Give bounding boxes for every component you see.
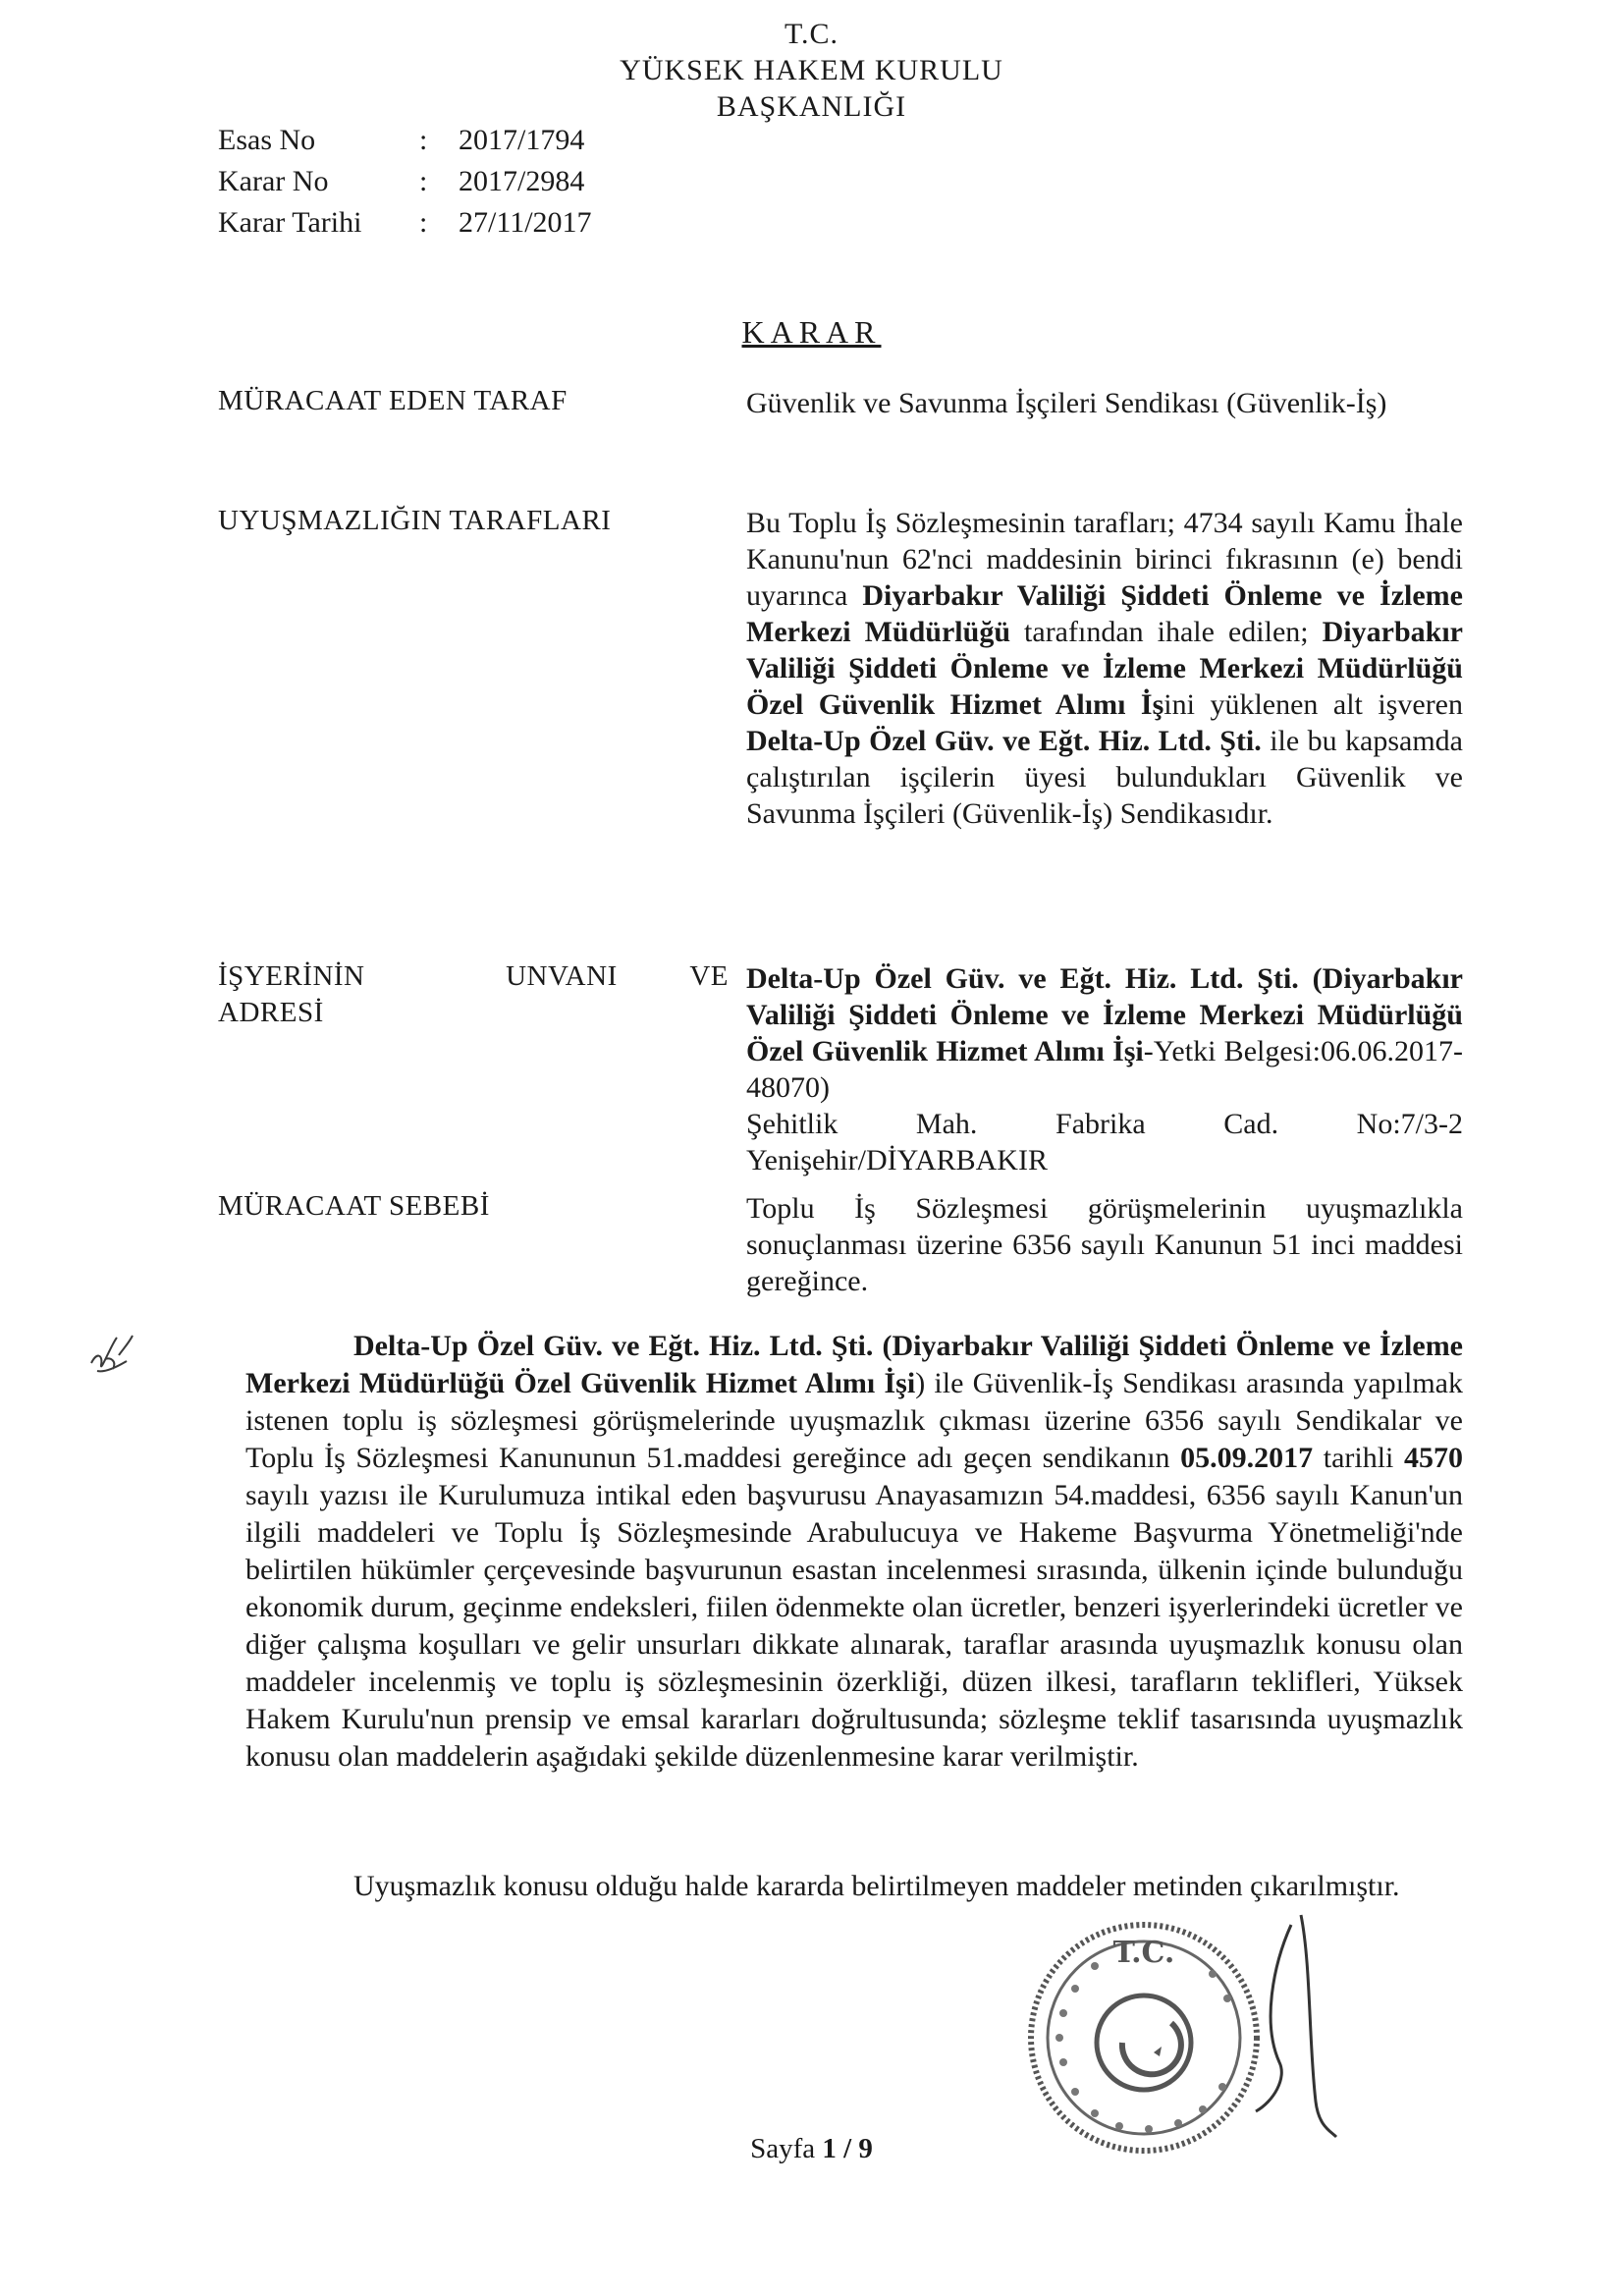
document-title: KARAR (741, 314, 882, 350)
section-label-parties: UYUŞMAZLIĞIN TARAFLARI (218, 505, 612, 536)
parties-text: Bu Toplu İş Sözleşmesinin tarafları; 4734 sayılı Kamu İhale Kanunu'nun 62'nci maddesinin birinci fıkrasının (e) bendi uyarınca (746, 507, 1463, 612)
section-value-parties (746, 505, 1463, 832)
section-label-workplace (218, 960, 729, 1029)
meta-label: Esas No (218, 124, 316, 156)
parties-bold-employer: Delta-Up Özel Güv. ve Eğt. Hiz. Ltd. Şti. (746, 725, 1262, 757)
official-seal-stamp (1016, 1905, 1340, 2160)
meta-karar-row (218, 161, 592, 202)
body-bold-date: 05.09.2017 (1180, 1442, 1314, 1474)
workplace-label-word: VE (689, 960, 729, 992)
body-bold-number: 4570 (1403, 1442, 1463, 1474)
header-institution: YÜKSEK HAKEM KURULU (620, 54, 1003, 86)
parties-bold-authority: Diyarbakır Valiliği Şiddeti Önleme ve İzleme Merkezi Müdürlüğü (746, 579, 1463, 648)
decision-closing-paragraph: Uyuşmazlık konusu olduğu halde kararda belirtilmeyen maddeler metinden çıkarılmıştır. (353, 1870, 1400, 1902)
page-number-value: 1 / 9 (822, 2133, 873, 2164)
body-bold-party: Delta-Up Özel Güv. ve Eğt. Hiz. Ltd. Şti. (Diyarbakır Valiliği Şiddeti Önleme ve İzleme Merkezi Müdürlüğü Özel Güvenlik Hizmet Alımı İşi (245, 1330, 1463, 1399)
workplace-label-word: UNVANI (506, 960, 618, 992)
parties-text: ile bu kapsamda çalıştırılan işçilerin üyesi bulundukları Güvenlik ve Savunma İşçileri (Güvenlik-İş) Sendikasıdır. (746, 725, 1463, 830)
section-label-reason: MÜRACAAT SEBEBİ (218, 1190, 490, 1222)
section-value-reason: Toplu İş Sözleşmesi görüşmelerinin uyuşmazlıkla sonuçlanması üzerine 6356 sayılı Kanunun 51 inci maddesi gereğince. (746, 1192, 1463, 1297)
workplace-address-line: Şehitlik Mah. Fabrika Cad. No:7/3-2 (746, 1108, 1463, 1140)
parties-bold-tender: Diyarbakır Valiliği Şiddeti Önleme ve İzleme Merkezi Müdürlüğü Özel Güvenlik Hizmet Alımı İş (746, 616, 1463, 721)
header-tc: T.C. (784, 18, 839, 50)
body-text: ) ile Güvenlik-İş Sendikası arasında yapılmak istenen toplu iş sözleşmesi görüşmelerinde uyuşmazlık çıkması üzerine 6356 sayılı Sendikalar ve Toplu İş Sözleşmesi Kanununun 51.maddesi gereğince adı geçen sendikanın (245, 1367, 1463, 1474)
body-text: tarihli (1313, 1442, 1404, 1474)
workplace-bold-name: Delta-Up Özel Güv. ve Eğt. Hiz. Ltd. Şti. (Diyarbakır Valiliği Şiddeti Önleme ve İzleme Merkezi Müdürlüğü Özel Güvenlik Hizmet Alımı İşi (746, 962, 1463, 1067)
body-text: sayılı yazısı ile Kurulumuza intikal eden başvurusu Anayasamızın 54.maddesi, 6356 sayılı Kanun'un ilgili maddeleri ve Toplu İş Sözleşmesinde Arabulucuya ve Hakeme Başvurma Yönetmeliği'nde belirtilen hükümler çerçevesinde başvurunun esastan incelenmesi sırasında, ülkenin içinde bulunduğu ekonomik durum, geçinme endeksleri, fiilen ödenmekte olan ücretler, benzeri işyerlerindeki ücretler ve diğer çalışma koşulları ve gelir unsurları dikkate alınarak, taraflar arasında uyuşmazlık konusu olan maddeler incelenmiş ve toplu iş sözleşmesinin özerkliği, düzen ilkesi, tarafların teklifleri, Yüksek Hakem Kurulu'nun prensip ve emsal kararları doğrultusunda; sözleşme teklif tasarısında uyuşmazlık konusu olan maddelerin aşağıdaki şekilde düzenlenmesine karar verilmiştir. (245, 1479, 1463, 1773)
section-label-applicant: MÜRACAAT EDEN TARAF (218, 385, 568, 416)
section-value-workplace (746, 960, 1463, 1178)
page-number-prefix: Sayfa (750, 2133, 823, 2164)
workplace-label-word: ADRESİ (218, 997, 324, 1028)
stamp-text: T.C. (1112, 1936, 1175, 1970)
case-meta (218, 120, 592, 244)
meta-colon: : (419, 124, 428, 156)
meta-value: 27/11/2017 (459, 206, 592, 239)
workplace-authorization: -Yetki Belgesi:06.06.2017-48070) (746, 1035, 1463, 1104)
meta-value: 2017/1794 (459, 124, 585, 156)
meta-esas-row (218, 120, 592, 161)
meta-colon: : (419, 206, 428, 239)
meta-tarih-row (218, 202, 592, 244)
meta-label: Karar No (218, 165, 329, 197)
margin-initial-signature (83, 1316, 142, 1385)
meta-value: 2017/2984 (459, 165, 585, 197)
workplace-label-line (218, 960, 729, 993)
meta-colon: : (419, 165, 428, 197)
header-presidency: BAŞKANLIĞI (716, 90, 907, 123)
workplace-label-word: İŞYERİNİN (218, 960, 365, 992)
meta-label: Karar Tarihi (218, 206, 362, 239)
parties-text: tarafından ihale edilen; (1010, 616, 1323, 648)
workplace-address-line: Yenişehir/DİYARBAKIR (746, 1144, 1048, 1176)
parties-text: ini yüklenen alt işveren (1163, 688, 1463, 721)
page-number (0, 2133, 1623, 2165)
decision-body-paragraph (245, 1328, 1463, 1776)
section-value-applicant: Güvenlik ve Savunma İşçileri Sendikası (Güvenlik-İş) (746, 387, 1387, 419)
